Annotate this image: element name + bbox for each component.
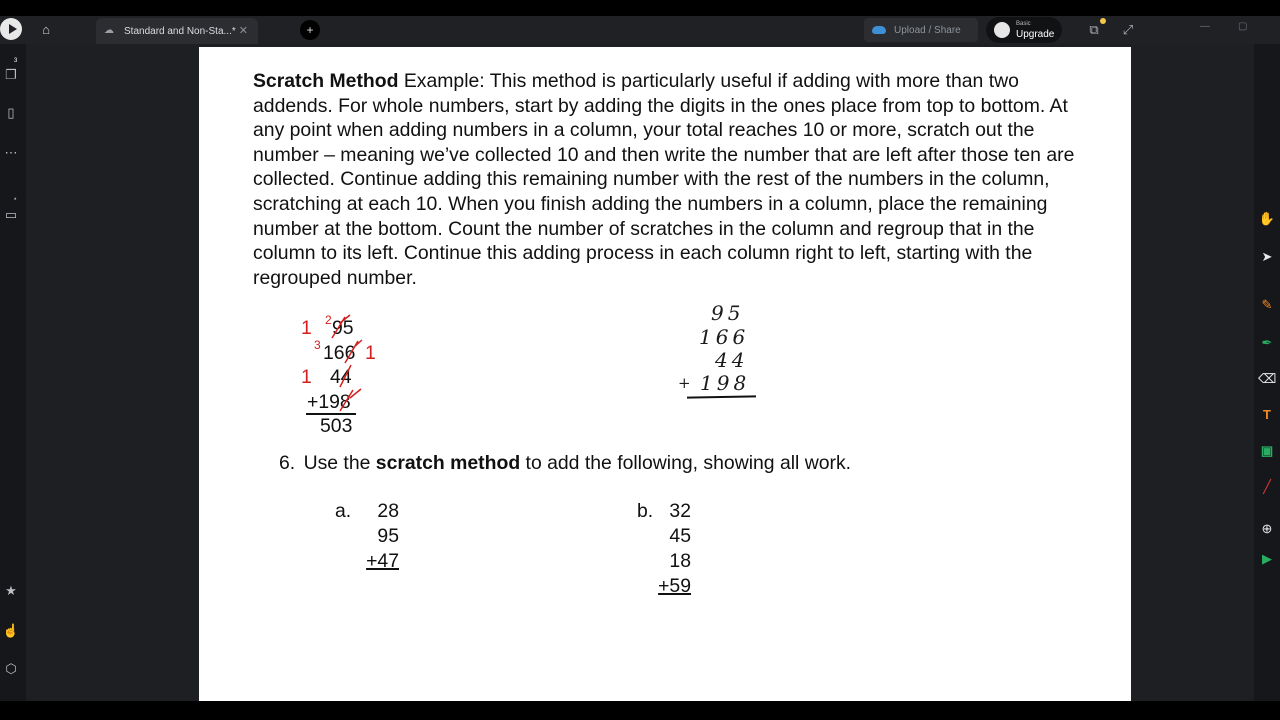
clipboard-icon[interactable]: ▭ xyxy=(4,207,18,222)
pages-badge: 3 xyxy=(14,58,18,64)
example-addend-2: 166 xyxy=(323,342,356,364)
scratch-method-heading: Scratch Method xyxy=(253,70,399,92)
problem-b-line-2: 45 xyxy=(669,525,691,547)
strike-166 xyxy=(345,340,362,363)
strike-198 xyxy=(340,389,361,411)
add-tool-icon[interactable]: ⊕ xyxy=(1261,521,1273,536)
notes-badge: * xyxy=(14,198,17,204)
right-toolbar xyxy=(1254,44,1280,701)
handwritten-plus: + xyxy=(678,374,695,392)
upgrade-label: Upgrade xyxy=(1016,28,1055,40)
close-tab-icon[interactable]: ✕ xyxy=(238,25,248,37)
problem-a-label: a. xyxy=(335,500,352,522)
line-tool-icon[interactable]: ╱ xyxy=(1263,479,1271,494)
more-icon[interactable]: ⋯ xyxy=(4,145,18,160)
play-icon[interactable]: ▶ xyxy=(1262,551,1272,566)
problem-a-line-2: 95 xyxy=(377,525,399,547)
title-bar xyxy=(0,16,1280,44)
star-icon[interactable]: ★ xyxy=(5,583,17,598)
example-mark-right: 1 xyxy=(365,342,376,364)
problem-b-line-3: 18 xyxy=(669,550,691,572)
cube-icon[interactable]: ⬡ xyxy=(5,661,17,676)
document-tab[interactable] xyxy=(96,18,258,44)
handwritten-line-2: 166 xyxy=(699,325,750,349)
problem-b-line-4: +59 xyxy=(658,575,691,597)
fullscreen-icon[interactable]: ⤢ xyxy=(1122,22,1134,37)
cloud-upload-icon xyxy=(872,26,886,34)
question-number: 6. xyxy=(279,452,296,474)
letterbox-top xyxy=(0,0,1280,16)
upgrade-button[interactable] xyxy=(986,17,1062,43)
plan-label: Basic xyxy=(1016,20,1031,27)
textbox-tool-icon[interactable]: ▣ xyxy=(1260,443,1274,458)
left-sidebar xyxy=(0,44,26,701)
problem-b-line-1: 32 xyxy=(669,500,691,522)
strike-44 xyxy=(340,365,351,387)
document-page xyxy=(199,47,1131,701)
question-6 xyxy=(279,451,851,476)
problem-a-line-1: 28 xyxy=(377,500,399,522)
minimize-icon[interactable]: — xyxy=(1200,21,1210,32)
book-icon[interactable]: ▯ xyxy=(7,105,15,120)
pages-icon[interactable]: ❐ xyxy=(5,67,17,82)
upload-share-button[interactable] xyxy=(864,18,978,42)
problem-b-label: b. xyxy=(637,500,654,522)
select-tool-icon[interactable]: ➤ xyxy=(1261,249,1273,264)
example-addend-4: +198 xyxy=(307,391,351,413)
hand-tool-icon[interactable]: ✋ xyxy=(1258,211,1276,226)
question-bold: scratch method xyxy=(375,452,521,474)
eraser-tool-icon[interactable]: ⌫ xyxy=(1258,371,1277,386)
handwritten-line-1: 95 xyxy=(711,301,745,325)
share-screen-icon[interactable]: ⧉ xyxy=(1084,20,1104,40)
strike-95 xyxy=(332,315,350,338)
text-tool-icon[interactable]: T xyxy=(1263,407,1271,422)
app-logo-icon[interactable] xyxy=(0,18,22,40)
pen-tool-icon[interactable]: ✒ xyxy=(1261,335,1273,350)
new-tab-button[interactable]: + xyxy=(300,20,320,40)
example-sum: 503 xyxy=(320,415,353,437)
gesture-icon[interactable]: ☝ xyxy=(2,623,20,638)
home-icon[interactable]: ⌂ xyxy=(42,22,50,37)
upload-share-label: Upload / Share xyxy=(894,24,961,36)
handwritten-line-3: 44 xyxy=(715,348,749,372)
example-mark-left-2: 1 xyxy=(301,366,312,388)
example-mark-left-1: 1 xyxy=(301,317,312,339)
problem-a-line-3: +47 xyxy=(366,550,399,572)
maximize-icon[interactable]: ▢ xyxy=(1238,21,1248,32)
question-suffix: to add the following, showing all work. xyxy=(520,452,852,474)
question-prefix: Use the xyxy=(303,452,376,474)
scratch-method-text: Example: This method is particularly useful if adding with more than two addends. For whole numbers, start by adding the digits in the ones place from top to bottom. At any point when adding numbers in a column, your total reaches 10 or more, scratch out the number – meaning we’ve collected 10 and then write the number that are left after those ten are collected. Continue adding this remaining number with the rest of the numbers in the column, scratching at each 10. When you finish adding the numbers in a column, place the remaining number at the bottom. Count the number of scratches in the column and regroup that in the column to its left. Continue this adding process in each column right to left, starting with the regrouped number. xyxy=(253,70,1075,289)
handwritten-line-4: 198 xyxy=(700,371,751,395)
letterbox-bottom xyxy=(0,701,1280,720)
highlighter-tool-icon[interactable]: ✎ xyxy=(1261,297,1273,312)
scratch-strikes xyxy=(199,47,1131,447)
tab-title: Standard and Non-Sta...* xyxy=(124,25,236,37)
example-superscript-3: 3 xyxy=(314,338,321,352)
avatar xyxy=(994,22,1010,38)
cloud-off-icon: ☁ xyxy=(104,25,114,36)
example-addend-3: 44 xyxy=(330,366,352,388)
example-superscript-2: 2 xyxy=(325,313,332,327)
notification-dot xyxy=(1100,18,1106,24)
example-addend-1: 95 xyxy=(332,317,354,339)
